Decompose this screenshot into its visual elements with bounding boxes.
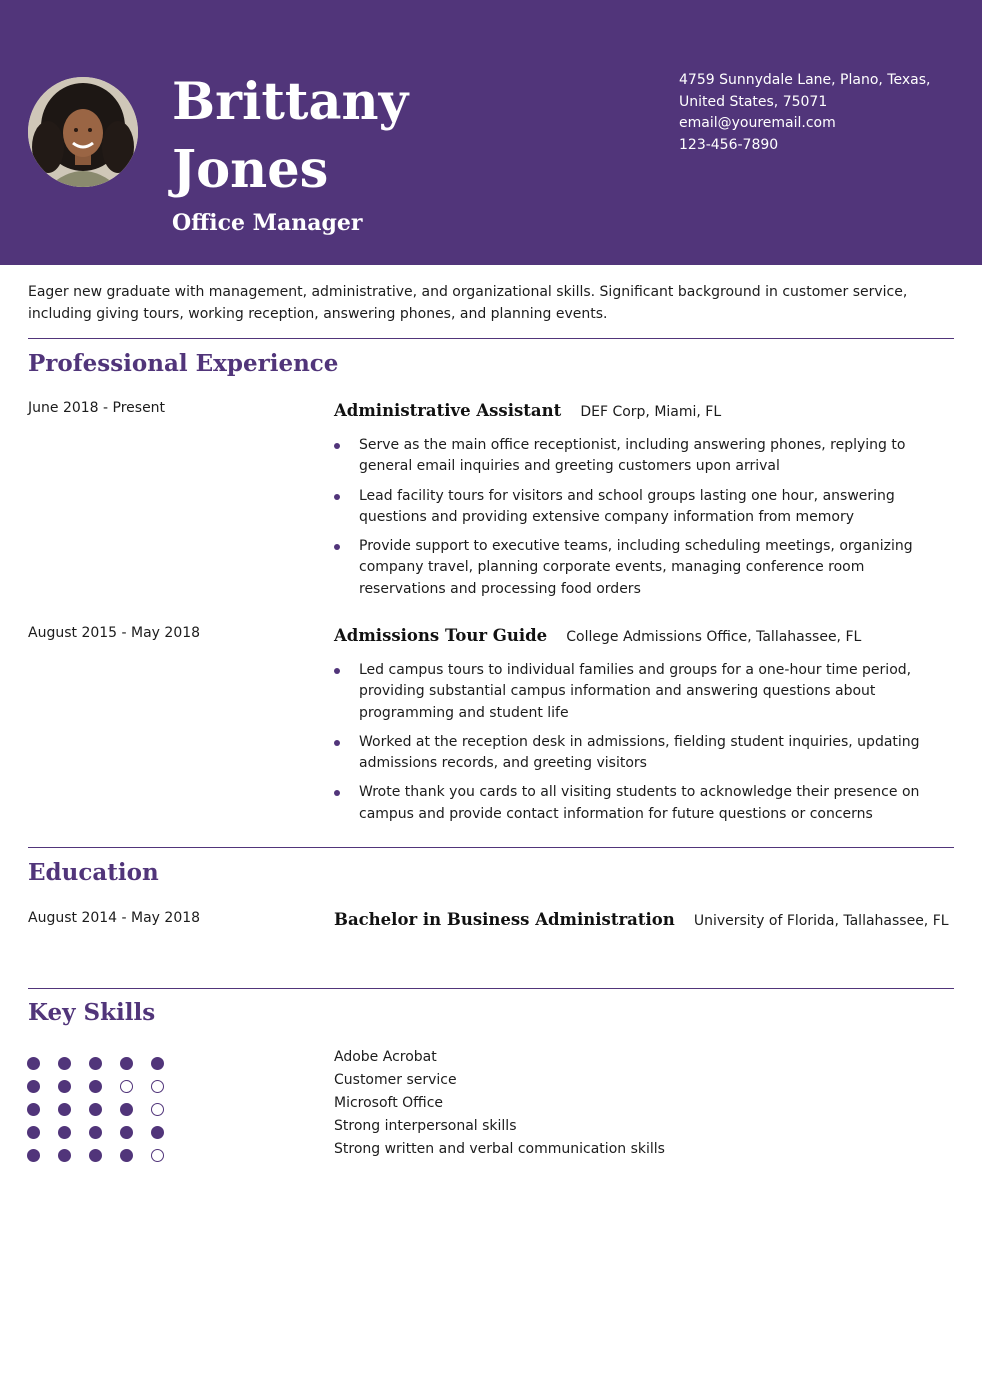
job-org: DEF Corp, Miami, FL (580, 404, 722, 420)
filled-dot-icon (89, 1103, 102, 1116)
empty-dot-icon (151, 1149, 164, 1162)
education-heading: Education (28, 859, 159, 886)
divider (28, 988, 954, 989)
first-name: Brittany (172, 72, 409, 132)
filled-dot-icon (27, 1080, 40, 1093)
candidate-name (172, 68, 612, 204)
filled-dot-icon (27, 1149, 40, 1162)
filled-dot-icon (120, 1126, 133, 1139)
filled-dot-icon (89, 1126, 102, 1139)
job-role: Admissions Tour Guide (334, 626, 548, 645)
bullet-icon (334, 544, 340, 550)
list-item: Lead facility tours for visitors and school groups lasting one hour, answering questions and providing extensive company information from memory (334, 486, 954, 529)
address-line-1: 4759 Sunnydale Lane, Plano, Texas, (679, 72, 931, 88)
job-dates: June 2018 - Present (28, 400, 166, 416)
filled-dot-icon (58, 1149, 71, 1162)
skill-rating-row (27, 1052, 182, 1075)
bullet-icon (334, 790, 340, 796)
skill-rating-row (27, 1121, 182, 1144)
email[interactable]: email@youremail.com (679, 115, 836, 131)
divider (28, 847, 954, 848)
job-role: Administrative Assistant (334, 401, 562, 420)
education-dates: August 2014 - May 2018 (28, 910, 201, 926)
filled-dot-icon (27, 1103, 40, 1116)
job-header (334, 626, 861, 645)
avatar (28, 77, 138, 187)
skill-rating-row (27, 1098, 182, 1121)
degree: Bachelor in Business Administration (334, 910, 675, 929)
list-item: Wrote thank you cards to all visiting students to acknowledge their presence on campus and provide contact information for future questions or concerns (334, 782, 954, 825)
skill-name: Strong interpersonal skills (334, 1118, 517, 1134)
empty-dot-icon (151, 1103, 164, 1116)
filled-dot-icon (151, 1126, 164, 1139)
filled-dot-icon (27, 1126, 40, 1139)
filled-dot-icon (151, 1057, 164, 1070)
list-item: Serve as the main office receptionist, including answering phones, replying to general email inquiries and greeting customers upon arrival (334, 435, 954, 478)
filled-dot-icon (89, 1057, 102, 1070)
bullet-icon (334, 740, 340, 746)
filled-dot-icon (58, 1080, 71, 1093)
skills-list (334, 1047, 665, 1162)
skill-rating-row (27, 1075, 182, 1098)
empty-dot-icon (120, 1080, 133, 1093)
job-header (334, 401, 721, 420)
filled-dot-icon (58, 1103, 71, 1116)
job-dates: August 2015 - May 2018 (28, 625, 201, 641)
bullet-icon (334, 443, 340, 449)
list-item: Provide support to executive teams, including scheduling meetings, organizing company travel, planning corporate events, managing conference room reservations and processing food orders (334, 536, 954, 600)
job-org: College Admissions Office, Tallahassee, FL (566, 629, 862, 645)
school: University of Florida, Tallahassee, FL (693, 913, 949, 929)
filled-dot-icon (89, 1080, 102, 1093)
bullet-icon (334, 668, 340, 674)
list-item: Led campus tours to individual families and groups for a one-hour time period, providing substantial campus information and answering questions about programming and student life (334, 660, 954, 724)
divider (28, 338, 954, 339)
skill-name: Customer service (334, 1072, 457, 1088)
empty-dot-icon (151, 1080, 164, 1093)
filled-dot-icon (58, 1057, 71, 1070)
contact-block (679, 70, 959, 156)
filled-dot-icon (120, 1149, 133, 1162)
skills-heading: Key Skills (28, 999, 156, 1026)
education-header (334, 910, 949, 929)
filled-dot-icon (89, 1149, 102, 1162)
filled-dot-icon (120, 1057, 133, 1070)
address-line-2: United States, 75071 (679, 93, 828, 110)
list-item: Worked at the reception desk in admissions, fielding student inquiries, updating admissions records, and greeting visitors (334, 732, 954, 775)
filled-dot-icon (27, 1057, 40, 1070)
last-name: Jones (172, 140, 329, 200)
summary: Eager new graduate with management, administrative, and organizational skills. Significant background in customer service, including giving tours, working reception, answering phones, and planning events. (28, 284, 908, 322)
skill-name: Microsoft Office (334, 1095, 444, 1111)
phone[interactable]: 123-456-7890 (679, 136, 779, 153)
skill-ratings (27, 1052, 182, 1167)
header-banner (0, 0, 982, 265)
skill-name: Strong written and verbal communication skills (334, 1141, 665, 1157)
skill-name: Adobe Acrobat (334, 1049, 437, 1065)
filled-dot-icon (120, 1103, 133, 1116)
profile-photo (28, 77, 138, 187)
job-title: Office Manager (172, 210, 363, 236)
bullet-icon (334, 494, 340, 500)
skill-rating-row (27, 1144, 182, 1167)
experience-heading: Professional Experience (28, 350, 339, 377)
job-bullets (334, 435, 954, 608)
job-bullets (334, 660, 954, 833)
filled-dot-icon (58, 1126, 71, 1139)
